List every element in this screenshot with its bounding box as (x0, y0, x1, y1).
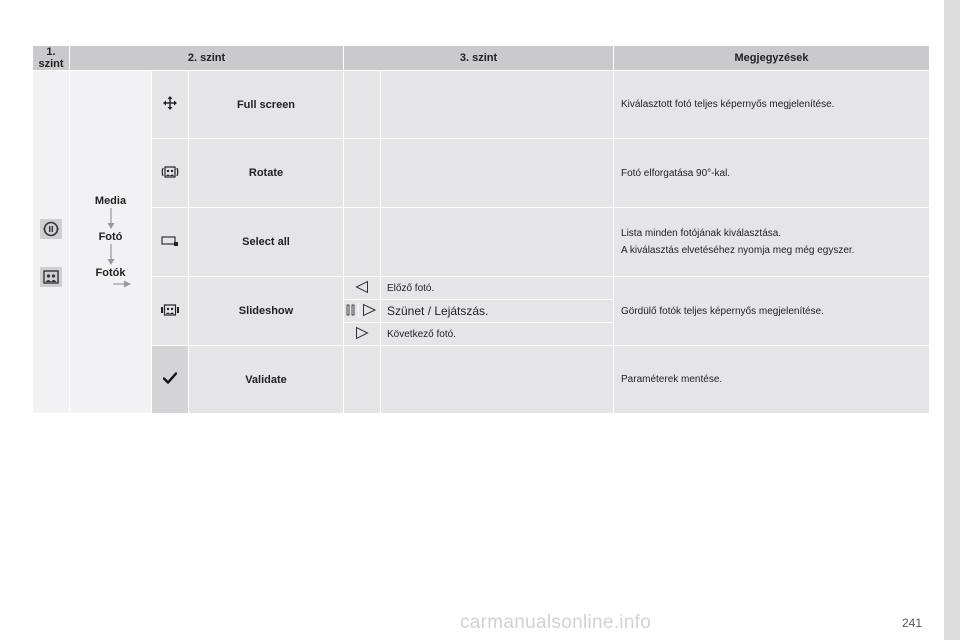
pause-play-icon-cell[interactable] (344, 300, 381, 323)
select-all-icon-cell[interactable] (152, 208, 189, 277)
note-select-all (614, 208, 930, 277)
table-header-row (33, 46, 930, 71)
table-row (33, 71, 930, 139)
empty-cell (381, 346, 614, 414)
next-triangle-icon (355, 326, 369, 340)
checkmark-icon (163, 372, 177, 384)
rotate-photo-icon (161, 165, 179, 179)
level2-fotok-label[interactable]: Fotók (95, 267, 126, 279)
empty-cell (381, 71, 614, 139)
option-full-screen[interactable]: Full screen (189, 71, 344, 139)
arrow-down-icon (106, 207, 116, 231)
sub-pause-play: Szünet / Lejátszás. (381, 300, 614, 323)
rotate-icon-cell[interactable] (152, 139, 189, 208)
empty-cell (344, 208, 381, 277)
header-level-1: 1. szint (33, 46, 70, 71)
level2-foto-label[interactable]: Fotó (98, 231, 123, 243)
expand-arrows-icon (162, 95, 178, 111)
validate-icon-cell[interactable] (152, 346, 189, 414)
option-select-all[interactable]: Select all (189, 208, 344, 277)
arrow-right-icon (112, 279, 132, 289)
slideshow-icon-cell[interactable] (152, 277, 189, 346)
media-source-icon[interactable] (40, 219, 62, 239)
page-number: 241 (902, 616, 923, 630)
select-all-icon (161, 235, 179, 247)
empty-cell (344, 71, 381, 139)
next-photo-icon-cell[interactable] (344, 323, 381, 346)
table-row (33, 277, 930, 300)
arrow-down-icon (106, 243, 116, 267)
empty-cell (344, 139, 381, 208)
level2-cell (70, 71, 152, 414)
note-rotate: Fotó elforgatása 90°-kal. (614, 139, 930, 208)
option-slideshow[interactable]: Slideshow (189, 277, 344, 346)
header-level-2: 2. szint (70, 46, 344, 71)
pause-play-icon (345, 303, 379, 317)
fullscreen-icon-cell[interactable] (152, 71, 189, 139)
note-slideshow: Gördülő fotók teljes képernyős megjelenítése. (614, 277, 930, 346)
note-full-screen: Kiválasztott fotó teljes képernyős megjelenítése. (614, 71, 930, 139)
sub-next-photo: Következő fotó. (381, 323, 614, 346)
previous-photo-icon-cell[interactable] (344, 277, 381, 300)
menu-table (32, 45, 930, 414)
photo-icon[interactable] (40, 267, 62, 287)
note-validate: Paraméterek mentése. (614, 346, 930, 414)
level1-cell (33, 71, 70, 414)
option-rotate[interactable]: Rotate (189, 139, 344, 208)
sub-previous-photo: Előző fotó. (381, 277, 614, 300)
empty-cell (344, 346, 381, 414)
note-line: Lista minden fotójának kiválasztása. (621, 228, 782, 239)
page-side-strip (944, 0, 960, 640)
level2-media-label[interactable]: Media (94, 195, 127, 207)
option-validate[interactable]: Validate (189, 346, 344, 414)
table-row (33, 139, 930, 208)
table-row (33, 346, 930, 414)
slideshow-icon (160, 304, 180, 316)
watermark-text: carmanualsonline.info (460, 612, 652, 633)
table-row (33, 208, 930, 277)
previous-triangle-icon (355, 280, 369, 294)
empty-cell (381, 208, 614, 277)
note-line: A kiválasztás elvetéséhez nyomja meg még egyszer. (621, 245, 855, 256)
header-notes: Megjegyzések (614, 46, 930, 71)
empty-cell (381, 139, 614, 208)
header-level-3: 3. szint (344, 46, 614, 71)
